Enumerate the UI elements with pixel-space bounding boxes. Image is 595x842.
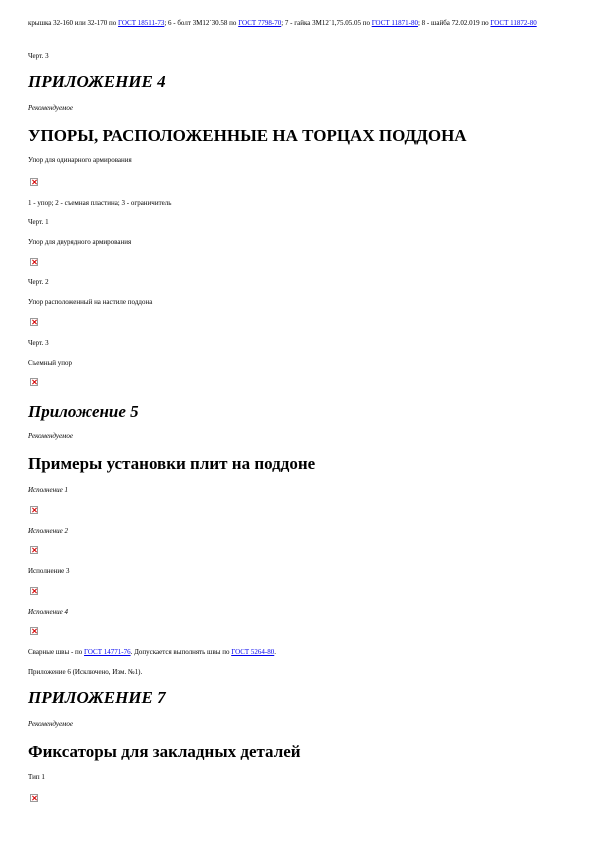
- appendix-6-note: Приложение 6 (Исключено, Изм. №1).: [28, 668, 143, 676]
- gost-11871-link[interactable]: ГОСТ 11871-80: [371, 19, 418, 27]
- text-fragment: . Допускается выполнять швы по: [130, 648, 232, 656]
- broken-image-icon: [30, 506, 38, 514]
- gost-14771-link[interactable]: ГОСТ 14771-76: [84, 648, 131, 656]
- figure-title: Упор для одинарного армирования: [28, 156, 132, 164]
- text-fragment: ; 8 -: [417, 19, 431, 27]
- broken-image-icon: [30, 627, 38, 635]
- gost-7798-link[interactable]: ГОСТ 7798-70: [238, 19, 282, 27]
- gost-11872-link[interactable]: ГОСТ 11872-80: [490, 19, 537, 27]
- text-fragment: ; 7 - гайка 3М12´1,75.05.05 по: [281, 19, 372, 27]
- figure-legend: 1 - упор; 2 - съемная пластина; 3 - ограничитель: [28, 199, 172, 207]
- broken-image-icon: [30, 378, 38, 386]
- variant-label: Исполнение 3: [28, 567, 70, 575]
- parts-list-paragraph: [28, 19, 548, 28]
- text-fragment: Сварные швы - по: [28, 648, 85, 656]
- figure-title: Съемный упор: [28, 359, 73, 367]
- figure-caption: Черт. 3: [28, 52, 49, 60]
- appendix-4-status: Рекомендуемое: [28, 104, 73, 112]
- text-fragment: ; 6 - болт 3М12´30.58 по: [164, 19, 239, 27]
- figure-caption: Черт. 3: [28, 339, 49, 347]
- broken-image-icon: [30, 258, 38, 266]
- variant-label: Исполнение 4: [28, 608, 68, 616]
- type-label: Тип 1: [28, 773, 45, 781]
- welds-note: [28, 648, 548, 657]
- broken-image-icon: [30, 318, 38, 326]
- variant-label: Исполнение 2: [28, 527, 68, 535]
- figure-title: Упор расположенный на настиле поддона: [28, 298, 153, 306]
- appendix-7-status: Рекомендуемое: [28, 720, 73, 728]
- appendix-7-title: ПРИЛОЖЕНИЕ 7: [28, 688, 166, 707]
- figure-caption: Черт. 2: [28, 278, 49, 286]
- gost-5264-link[interactable]: ГОСТ 5264-80: [231, 648, 275, 656]
- appendix-5-heading: Примеры установки плит на поддоне: [28, 454, 316, 473]
- broken-image-icon: [30, 587, 38, 595]
- appendix-7-heading: Фиксаторы для закладных деталей: [28, 742, 301, 761]
- appendix-4-title: ПРИЛОЖЕНИЕ 4: [28, 72, 166, 91]
- appendix-5-title: Приложение 5: [28, 402, 139, 421]
- broken-image-icon: [30, 546, 38, 554]
- broken-image-icon: [30, 178, 38, 186]
- variant-label: Исполнение 1: [28, 486, 68, 494]
- appendix-5-status: Рекомендуемое: [28, 432, 73, 440]
- text-fragment: шайба 72.02.019 по: [431, 19, 491, 27]
- appendix-4-heading: УПОРЫ, РАСПОЛОЖЕННЫЕ НА ТОРЦАХ ПОДДОНА: [28, 126, 467, 145]
- figure-title: Упор для двурядного армирования: [28, 238, 132, 246]
- text-fragment: крышка 32-160 или 32-170 по: [28, 19, 119, 27]
- gost-18511-link[interactable]: ГОСТ 18511-73: [118, 19, 165, 27]
- figure-caption: Черт. 1: [28, 218, 49, 226]
- text-fragment: .: [274, 648, 276, 656]
- broken-image-icon: [30, 794, 38, 802]
